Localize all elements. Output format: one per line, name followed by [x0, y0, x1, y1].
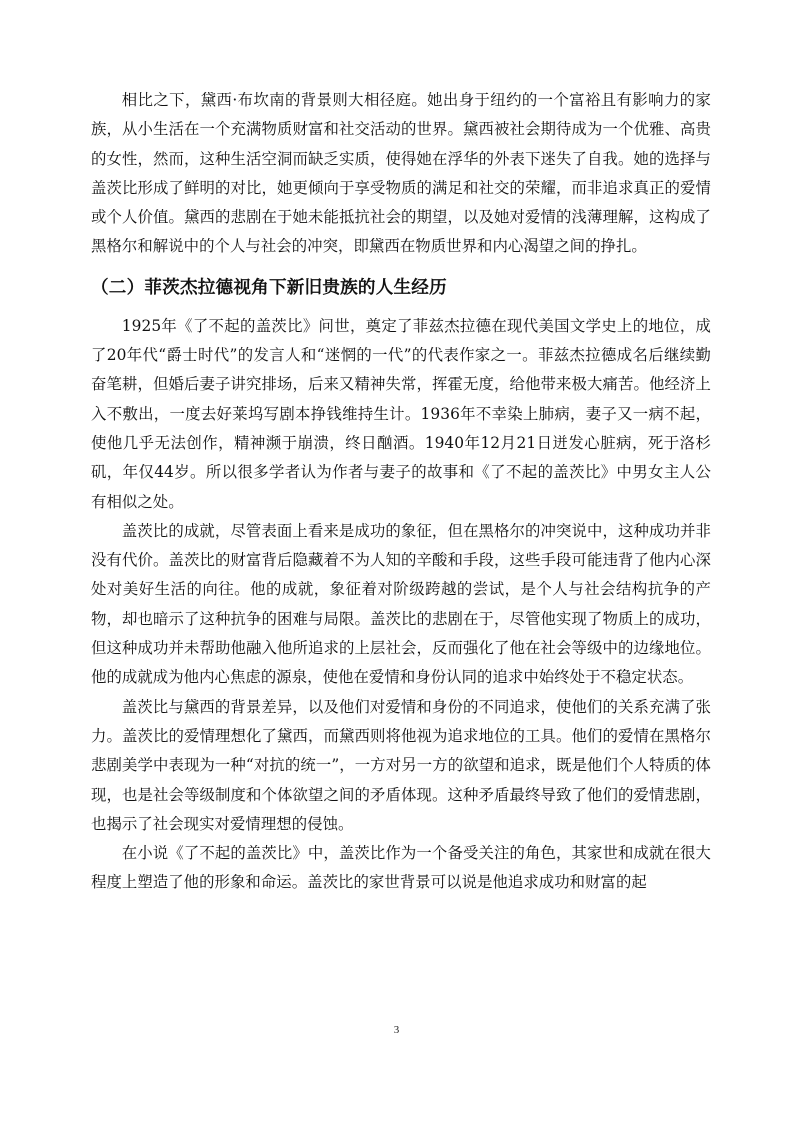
section-heading: （二）菲茨杰拉德视角下新旧贵族的人生经历	[91, 277, 447, 298]
paragraph-fitzgerald-life: 1925年《了不起的盖茨比》问世，奠定了菲兹杰拉德在现代美国文学史上的地位，成了20年代“爵士时代”的发言人和“迷惘的一代”的代表作家之一。菲兹杰拉德成名后继续勤奋笔耕，但婚后妻子讲究排场，后来又精神失常，挥霍无度，给他带来极大痛苦。他经济上入不敷出，一度去好莱坞写剧本挣钱维持生计。1936年不幸染上肺病，妻子又一病不起，使他几乎无法创作，精神濒于崩溃，终日酗酒。1940年12月21日迸发心脏病，死于洛杉矶，年仅44岁。所以很多学者认为作者与妻子的故事和《了不起的盖茨比》中男女主人公有相似之处。	[91, 316, 711, 511]
page-number: 3	[393, 1024, 400, 1036]
paragraph-gatsby-family: 在小说《了不起的盖茨比》中，盖茨比作为一个备受关注的角色，其家世和成就在很大程度上塑造了他的形象和命运。盖茨比的家世背景可以说是他追求成功和财富的起	[91, 844, 711, 892]
paragraph-gatsby-achievement: 盖茨比的成就，尽管表面上看来是成功的象征，但在黑格尔的冲突说中，这种成功并非没有代价。盖茨比的财富背后隐藏着不为人知的辛酸和手段，这些手段可能违背了他内心深处对美好生活的向往。他的成就，象征着对阶级跨越的尝试，是个人与社会结构抗争的产物，却也暗示了这种抗争的困难与局限。盖茨比的悲剧在于，尽管他实现了物质上的成功，但这种成功并未帮助他融入他所追求的上层社会，反而强化了他在社会等级中的边缘地位。他的成就成为他内心焦虑的源泉，使他在爱情和身份认同的追求中始终处于不稳定状态。	[91, 521, 711, 687]
paragraph-gatsby-daisy-relationship: 盖茨比与黛西的背景差异，以及他们对爱情和身份的不同追求，使他们的关系充满了张力。盖茨比的爱情理想化了黛西，而黛西则将他视为追求地位的工具。他们的爱情在黑格尔悲剧美学中表现为一种“对抗的统一”，一方对另一方的欲望和追求，既是他们个人特质的体现，也是社会等级制度和个体欲望之间的矛盾体现。这种矛盾最终导致了他们的爱情悲剧，也揭示了社会现实对爱情理想的侵蚀。	[91, 697, 711, 833]
paragraph-daisy-background: 相比之下，黛西·布坎南的背景则大相径庭。她出身于纽约的一个富裕且有影响力的家族，从小生活在一个充满物质财富和社交活动的世界。黛西被社会期待成为一个优雅、高贵的女性，然而，这种生活空洞而缺乏实质，使得她在浮华的外表下迷失了自我。她的选择与盖茨比形成了鲜明的对比，她更倾向于享受物质的满足和社交的荣耀，而非追求真正的爱情或个人价值。黛西的悲剧在于她未能抵抗社会的期望，以及她对爱情的浅薄理解，这构成了黑格尔和解说中的个人与社会的冲突，即黛西在物质世界和内心渴望之间的挣扎。	[91, 91, 711, 256]
page-body	[91, 86, 711, 898]
